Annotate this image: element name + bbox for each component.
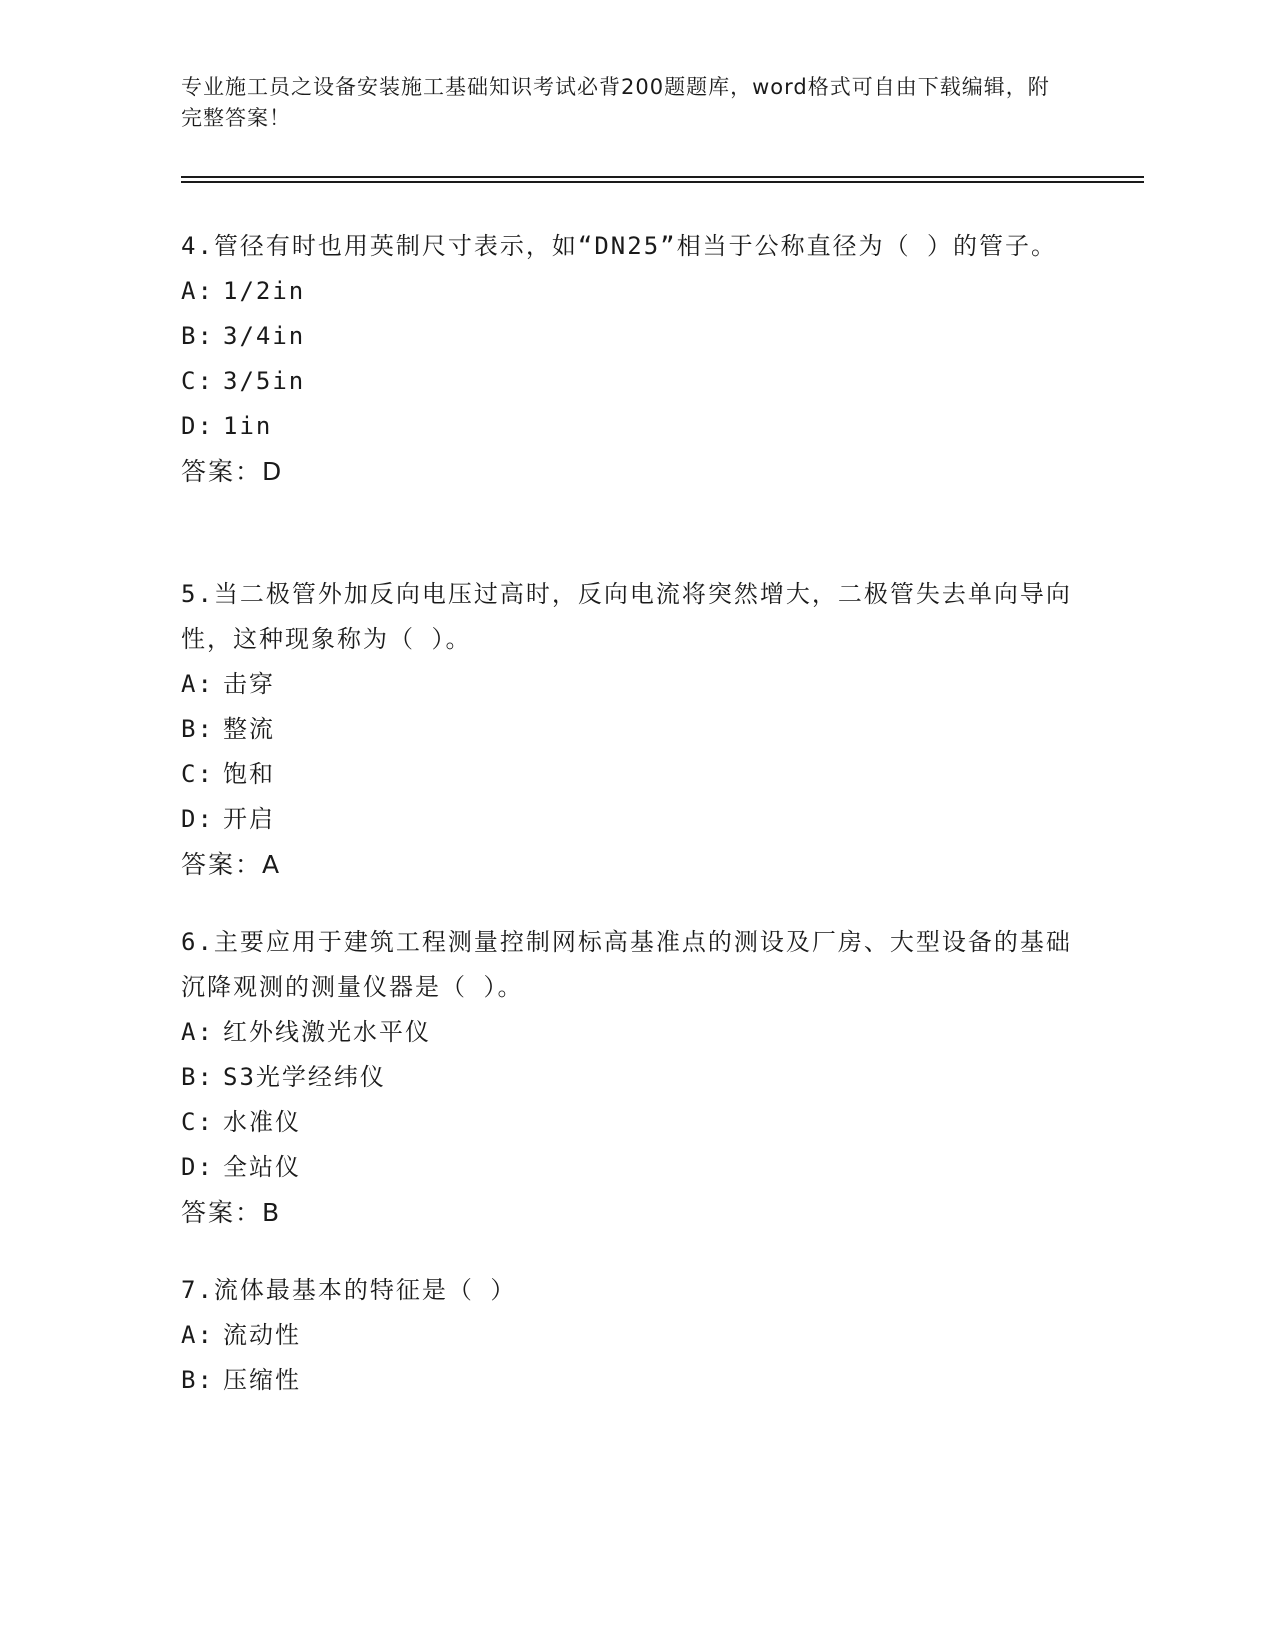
option-a: A: 击穿 (181, 670, 275, 698)
option-d: D: 全站仪 (181, 1153, 301, 1181)
option-b: B: S3光学经纬仪 (181, 1063, 386, 1091)
question-text: 5.当二极管外加反向电压过高时，反向电流将突然增大，二极管失去单向导向性，这种现象称为（ ）。 (181, 580, 1072, 653)
option-d: D: 开启 (181, 805, 275, 833)
option-b: B: 压缩性 (181, 1366, 301, 1394)
option-c: C: 饱和 (181, 760, 275, 788)
question-text: 6.主要应用于建筑工程测量控制网标高基准点的测设及厂房、大型设备的基础沉降观测的测量仪器是（ ）。 (181, 928, 1072, 1001)
document-header (181, 72, 1061, 134)
option-a: A: 1/2in (181, 277, 306, 305)
option-a: A: 流动性 (181, 1321, 301, 1349)
question-text: 4.管径有时也用英制尺寸表示，如“DN25”相当于公称直径为（ ）的管子。 (181, 232, 1058, 260)
option-b: B: 整流 (181, 715, 275, 743)
option-a: A: 红外线激光水平仪 (181, 1018, 431, 1046)
option-c: C: 3/5in (181, 367, 306, 395)
question-4 (181, 224, 1081, 494)
question-5 (181, 572, 1081, 887)
answer: 答案：B (181, 1198, 282, 1227)
header-divider-top (181, 176, 1144, 178)
option-c: C: 水准仪 (181, 1108, 301, 1136)
option-d: D: 1in (181, 412, 273, 440)
question-text: 7.流体最基本的特征是（ ） (181, 1276, 517, 1304)
answer: 答案：A (181, 850, 282, 879)
option-b: B: 3/4in (181, 322, 306, 350)
question-6 (181, 920, 1081, 1235)
answer: 答案：D (181, 457, 284, 486)
document-title: 专业施工员之设备安装施工基础知识考试必背200题题库，word格式可自由下载编辑，附完整答案！ (181, 75, 1050, 130)
header-divider-bottom (181, 181, 1144, 183)
question-7 (181, 1268, 1081, 1403)
